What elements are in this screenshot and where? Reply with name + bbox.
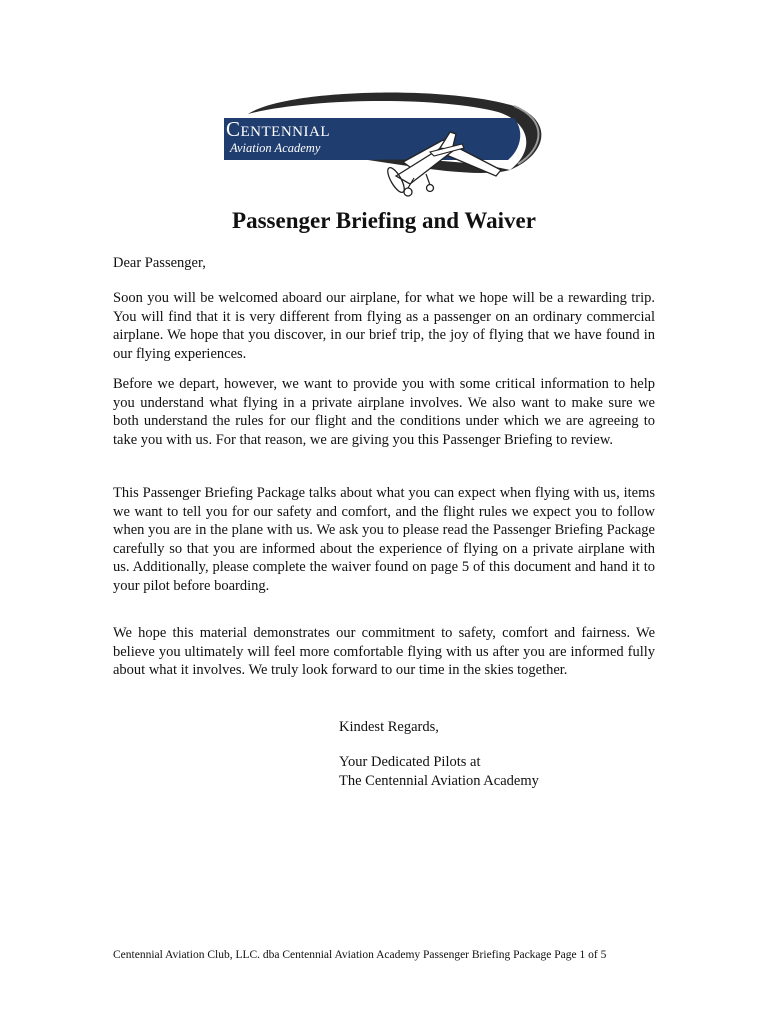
signature-line-1: Your Dedicated Pilots at bbox=[339, 754, 481, 770]
paragraph-intro: Soon you will be welcomed aboard our airplane, for what we hope will be a rewarding trip. You will find that it is very different from flying as a passenger on an ordinary commercial airplane. We hope that you discover, in our brief trip, the joy of flying that we have found in our flying experiences. bbox=[113, 290, 655, 362]
paragraph-briefing-package: This Passenger Briefing Package talks about what you can expect when flying with us, items we want to tell you for our safety and comfort, and the flight rules we expect you to follow when you are in the plane with us. We ask you to please read the Passenger Briefing Package carefully so that you are informed about the experience of flying on a private airplane with us. Additionally, please complete the waiver found on page 5 of this document and hand it to your pilot before boarding. bbox=[113, 485, 655, 594]
paragraph-critical-info: Before we depart, however, we want to provide you with some critical information to help you understand what flying in a private airplane involves. We also want to make sure we both understand the rules for our flight and the conditions under which we are agreeing to take you with us. For that reason, we are giving you this Passenger Briefing to review. bbox=[113, 376, 655, 448]
greeting: Dear Passenger, bbox=[113, 255, 206, 271]
svg-text:Centennial: Centennial bbox=[226, 117, 330, 141]
signature-line-2: The Centennial Aviation Academy bbox=[339, 773, 539, 789]
page-footer: Centennial Aviation Club, LLC. dba Centennial Aviation Academy Passenger Briefing Package Page 1 of 5 bbox=[113, 949, 607, 961]
document-title: Passenger Briefing and Waiver bbox=[232, 208, 536, 233]
svg-text:Aviation Academy: Aviation Academy bbox=[230, 141, 321, 155]
closing-regards: Kindest Regards, bbox=[339, 719, 439, 735]
academy-logo bbox=[218, 92, 544, 204]
paragraph-commitment: We hope this material demonstrates our commitment to safety, comfort and fairness. We believe you ultimately will feel more comfortable flying with us after you are informed fully about what it involves. We truly look forward to our time in the skies together. bbox=[113, 625, 655, 679]
